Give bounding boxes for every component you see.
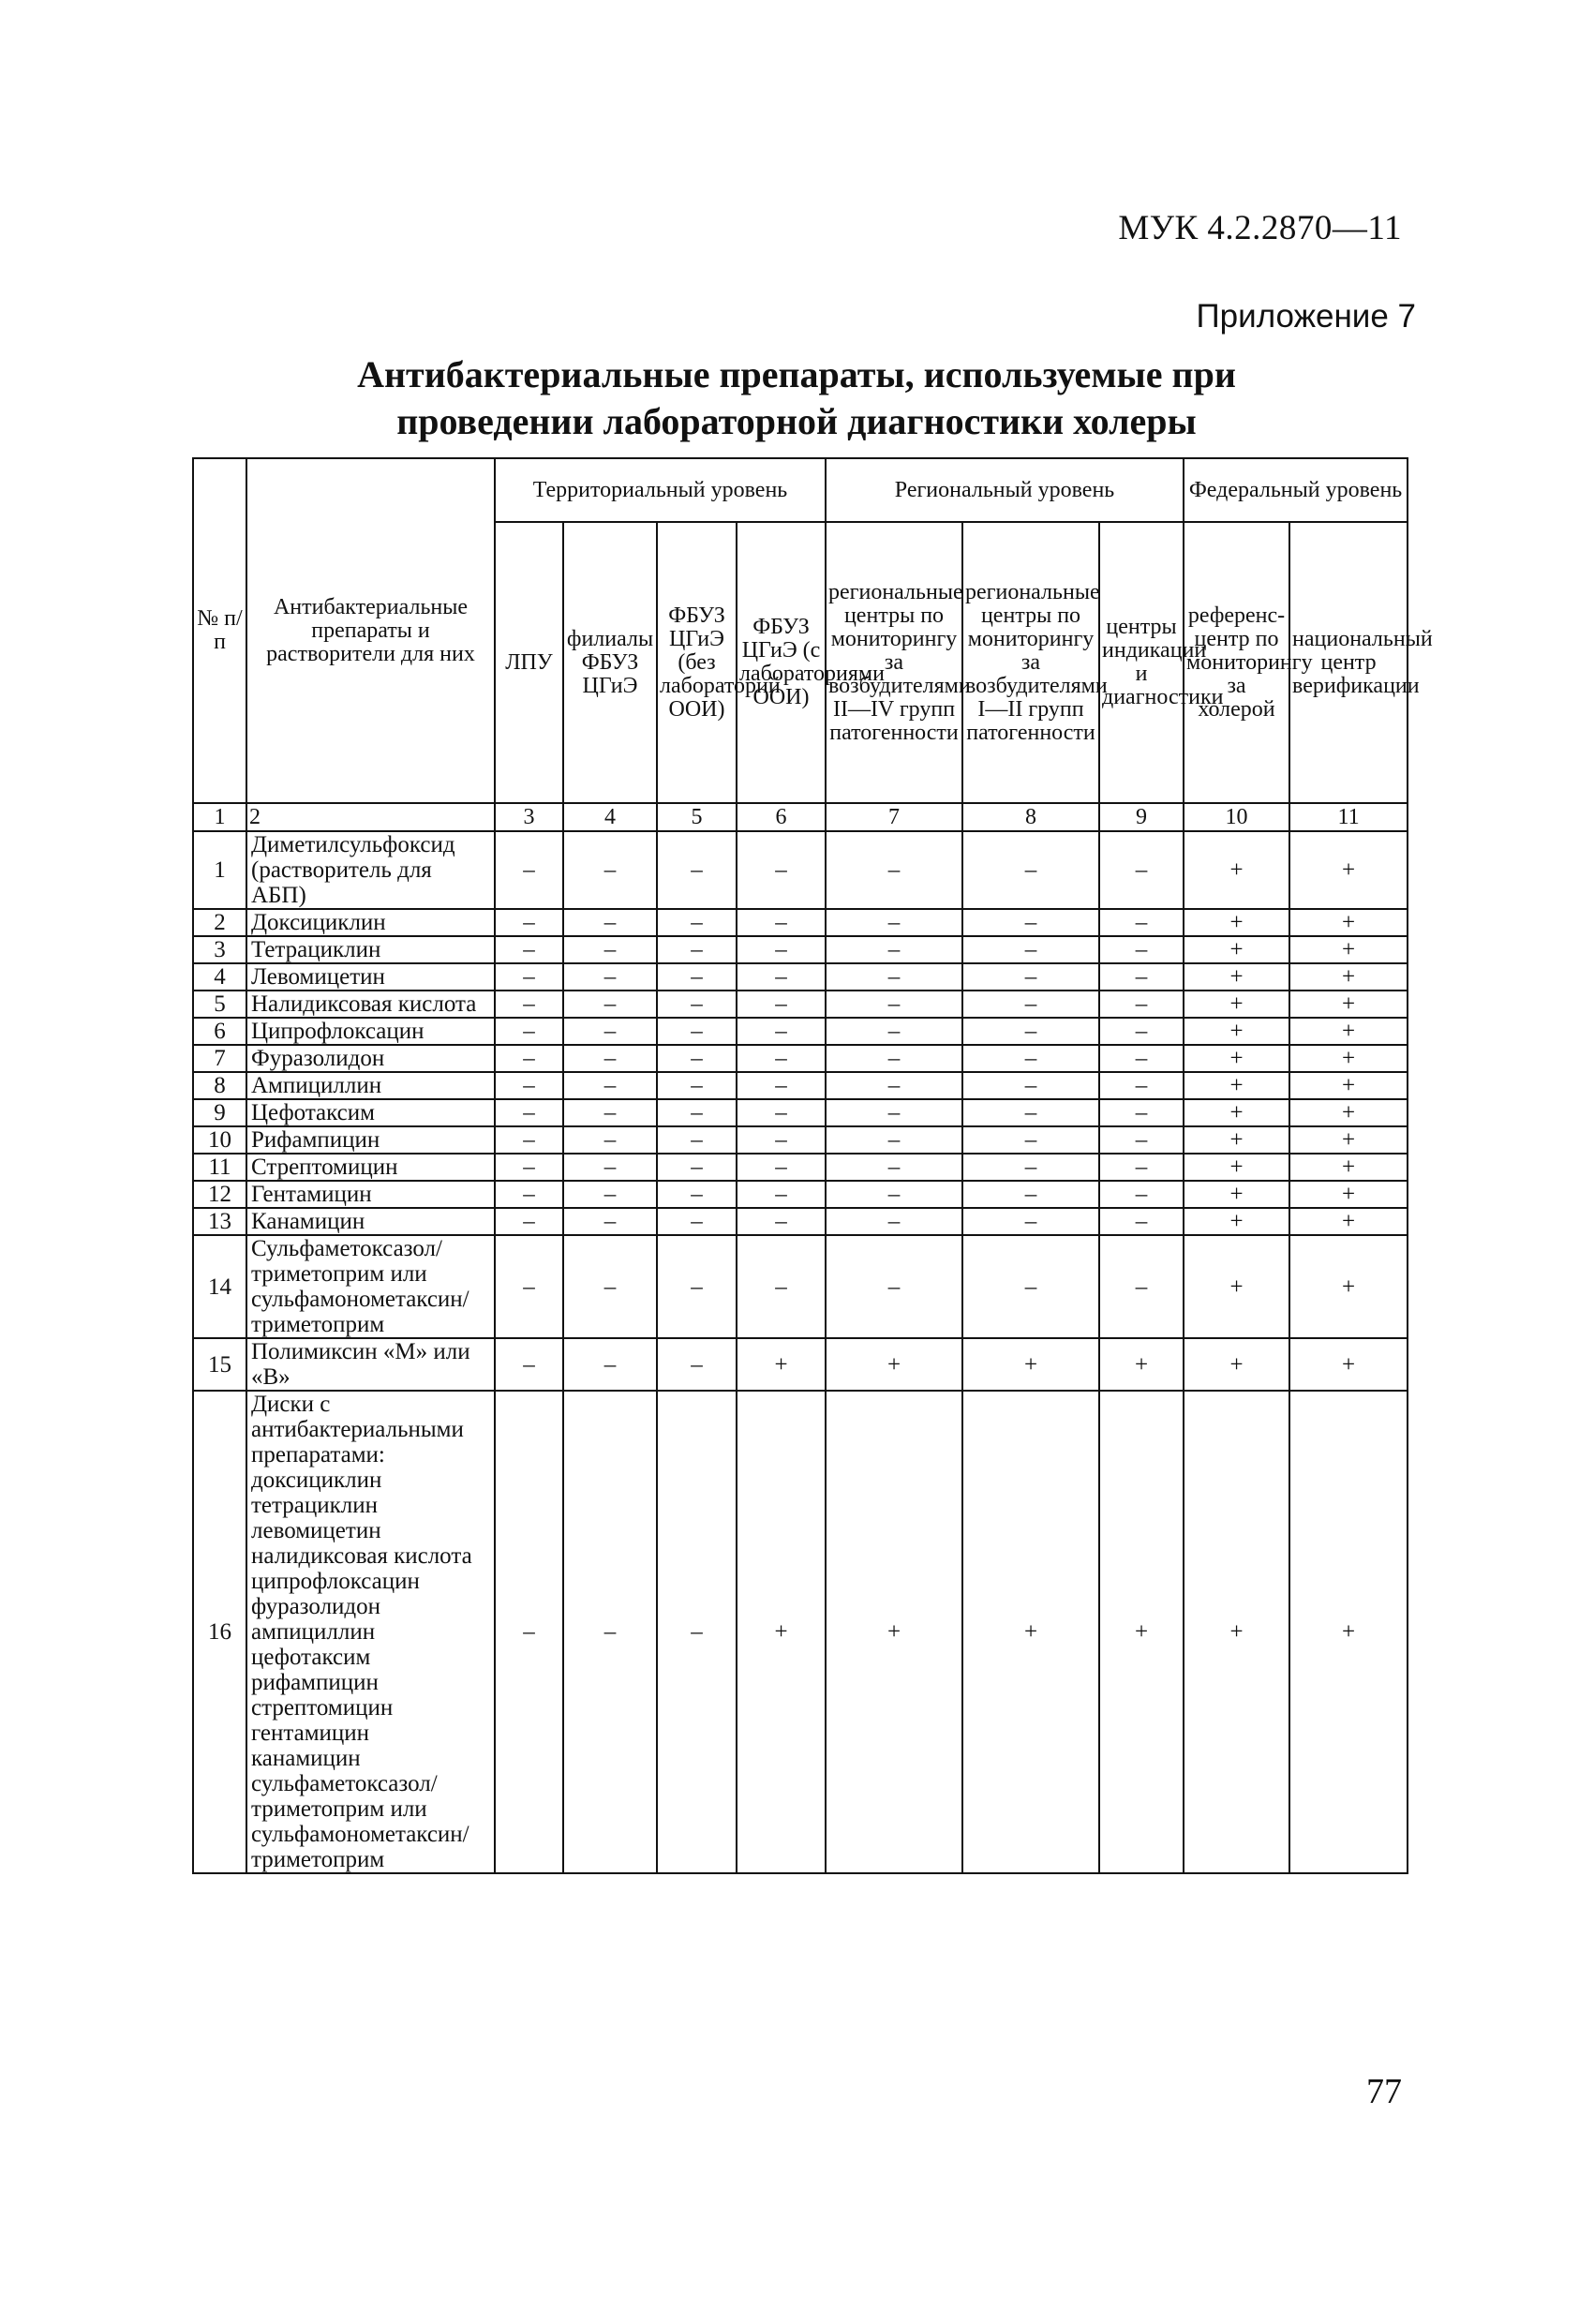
table-row <box>193 909 1408 936</box>
availability-cell: – <box>563 909 657 936</box>
antibacterial-drugs-table <box>192 457 1433 1874</box>
table-row <box>193 1045 1408 1072</box>
availability-cell: – <box>495 1338 563 1391</box>
availability-cell: – <box>495 1099 563 1126</box>
availability-cell: + <box>1289 1072 1408 1099</box>
drug-name: Ципрофлоксацин <box>246 1018 495 1045</box>
drug-name: Канамицин <box>246 1208 495 1235</box>
availability-cell: + <box>1184 1235 1289 1338</box>
header-territorial: Территориальный уровень <box>495 458 826 522</box>
availability-cell: – <box>495 1181 563 1208</box>
availability-cell: + <box>1184 831 1289 909</box>
availability-cell: – <box>657 1208 737 1235</box>
table-row <box>193 1018 1408 1045</box>
availability-cell: – <box>737 1181 826 1208</box>
header-fbuz-with-labs: ФБУЗ ЦГиЭ (с лабораториями ООИ) <box>737 522 826 803</box>
availability-cell: – <box>1099 1126 1184 1154</box>
header-name: Антибактериальные препараты и растворители для них <box>246 458 495 803</box>
availability-cell: – <box>826 1045 962 1072</box>
availability-cell: – <box>1099 1045 1184 1072</box>
availability-cell: – <box>657 1181 737 1208</box>
availability-cell: – <box>962 831 1099 909</box>
column-number: 1 <box>193 803 246 831</box>
availability-cell: – <box>737 1154 826 1181</box>
header-regional-centers-1-2: региональные центры по мониторингу за возбудителями I—II групп патогенности <box>962 522 1099 803</box>
table-row <box>193 831 1408 909</box>
availability-cell: – <box>962 1154 1099 1181</box>
document-title <box>281 351 1312 445</box>
header-lpu: ЛПУ <box>495 522 563 803</box>
row-number: 12 <box>193 1181 246 1208</box>
appendix-label: Приложение 7 <box>1196 298 1416 335</box>
availability-cell: + <box>1184 1181 1289 1208</box>
header-fbuz-branches: филиалы ФБУЗ ЦГиЭ <box>563 522 657 803</box>
drug-name: Налидиксовая кислота <box>246 991 495 1018</box>
availability-cell: – <box>495 1045 563 1072</box>
column-number: 8 <box>962 803 1099 831</box>
availability-cell: – <box>563 1208 657 1235</box>
availability-cell: – <box>737 1126 826 1154</box>
availability-cell: – <box>495 1018 563 1045</box>
availability-cell: + <box>1289 1235 1408 1338</box>
availability-cell: – <box>657 1338 737 1391</box>
row-number: 16 <box>193 1391 246 1873</box>
availability-cell: – <box>737 1072 826 1099</box>
availability-cell: – <box>737 1099 826 1126</box>
availability-cell: – <box>563 991 657 1018</box>
availability-cell: + <box>1184 991 1289 1018</box>
availability-cell: – <box>563 1154 657 1181</box>
table-row <box>193 1099 1408 1126</box>
drug-name: Фуразолидон <box>246 1045 495 1072</box>
table-row <box>193 1126 1408 1154</box>
row-number: 5 <box>193 991 246 1018</box>
availability-cell: + <box>1184 909 1289 936</box>
table-row <box>193 1181 1408 1208</box>
availability-cell: + <box>962 1391 1099 1873</box>
availability-cell: + <box>826 1338 962 1391</box>
availability-cell: + <box>1289 963 1408 991</box>
availability-cell: + <box>1184 1154 1289 1181</box>
availability-cell: – <box>737 1235 826 1338</box>
availability-cell: – <box>826 1099 962 1126</box>
availability-cell: – <box>563 1045 657 1072</box>
availability-cell: – <box>826 1126 962 1154</box>
table-row <box>193 936 1408 963</box>
availability-cell: – <box>495 1072 563 1099</box>
availability-cell: – <box>1099 1208 1184 1235</box>
availability-cell: – <box>657 831 737 909</box>
availability-cell: + <box>962 1338 1099 1391</box>
row-number: 9 <box>193 1099 246 1126</box>
availability-cell: + <box>1289 1045 1408 1072</box>
availability-cell: – <box>737 963 826 991</box>
availability-cell: + <box>1184 1018 1289 1045</box>
row-number: 3 <box>193 936 246 963</box>
availability-cell: + <box>1184 1072 1289 1099</box>
row-number: 1 <box>193 831 246 909</box>
availability-cell: + <box>1184 963 1289 991</box>
availability-cell: – <box>826 909 962 936</box>
availability-cell: – <box>826 1208 962 1235</box>
header-num: № п/п <box>193 458 246 803</box>
availability-cell: – <box>495 909 563 936</box>
table-row <box>193 1235 1408 1338</box>
availability-cell: + <box>1099 1391 1184 1873</box>
header-regional: Региональный уровень <box>826 458 1184 522</box>
availability-cell: – <box>737 909 826 936</box>
availability-cell: – <box>657 991 737 1018</box>
availability-cell: – <box>826 1072 962 1099</box>
row-number: 15 <box>193 1338 246 1391</box>
availability-cell: – <box>962 991 1099 1018</box>
availability-cell: – <box>962 1045 1099 1072</box>
availability-cell: + <box>1184 1126 1289 1154</box>
availability-cell: – <box>495 1391 563 1873</box>
availability-cell: – <box>737 936 826 963</box>
availability-cell: + <box>737 1391 826 1873</box>
availability-cell: – <box>495 1235 563 1338</box>
drug-name: Диметилсульфоксид (растворитель для АБП) <box>246 831 495 909</box>
header-regional-centers-2-4: региональные центры по мониторингу за возбудителями II—IV групп патогенности <box>826 522 962 803</box>
availability-cell: – <box>962 1072 1099 1099</box>
availability-cell: – <box>962 1099 1099 1126</box>
table-row <box>193 1208 1408 1235</box>
row-number: 14 <box>193 1235 246 1338</box>
availability-cell: – <box>1099 909 1184 936</box>
availability-cell: – <box>657 1099 737 1126</box>
availability-cell: – <box>563 1391 657 1873</box>
availability-cell: – <box>962 1208 1099 1235</box>
availability-cell: – <box>495 963 563 991</box>
header-indication-centers: центры индикации и диагностики <box>1099 522 1184 803</box>
availability-cell: – <box>563 1018 657 1045</box>
availability-cell: – <box>737 1018 826 1045</box>
drug-name: Доксициклин <box>246 909 495 936</box>
availability-cell: – <box>563 963 657 991</box>
availability-cell: + <box>1184 1099 1289 1126</box>
row-number: 7 <box>193 1045 246 1072</box>
column-number: 2 <box>246 803 495 831</box>
availability-cell: + <box>737 1338 826 1391</box>
table-row <box>193 1154 1408 1181</box>
drug-name: Ампициллин <box>246 1072 495 1099</box>
availability-cell: – <box>657 936 737 963</box>
drug-name: Цефотаксим <box>246 1099 495 1126</box>
availability-cell: + <box>1289 1099 1408 1126</box>
availability-cell: + <box>1289 1018 1408 1045</box>
row-number: 4 <box>193 963 246 991</box>
availability-cell: – <box>962 936 1099 963</box>
availability-cell: + <box>1289 1208 1408 1235</box>
availability-cell: + <box>1289 991 1408 1018</box>
column-number: 7 <box>826 803 962 831</box>
availability-cell: – <box>657 1126 737 1154</box>
availability-cell: – <box>495 831 563 909</box>
availability-cell: – <box>1099 1235 1184 1338</box>
drug-name: Тетрациклин <box>246 936 495 963</box>
table-row <box>193 963 1408 991</box>
availability-cell: – <box>495 936 563 963</box>
availability-cell: – <box>657 1045 737 1072</box>
availability-cell: – <box>1099 991 1184 1018</box>
title-line-1: Антибактериальные препараты, используемые при <box>357 353 1236 395</box>
row-number: 13 <box>193 1208 246 1235</box>
availability-cell: – <box>1099 1181 1184 1208</box>
availability-cell: – <box>563 1099 657 1126</box>
availability-cell: – <box>563 1235 657 1338</box>
availability-cell: – <box>962 909 1099 936</box>
row-number: 2 <box>193 909 246 936</box>
availability-cell: – <box>495 991 563 1018</box>
column-number: 3 <box>495 803 563 831</box>
row-number: 8 <box>193 1072 246 1099</box>
drug-name: Стрептомицин <box>246 1154 495 1181</box>
availability-cell: + <box>1289 1181 1408 1208</box>
availability-cell: – <box>563 1072 657 1099</box>
availability-cell: + <box>1289 831 1408 909</box>
availability-cell: – <box>826 1181 962 1208</box>
availability-cell: – <box>962 963 1099 991</box>
document-code: МУК 4.2.2870—11 <box>1118 209 1402 247</box>
header-reference-center: референс-центр по мониторингу за холерой <box>1184 522 1289 803</box>
availability-cell: – <box>1099 1099 1184 1126</box>
column-number: 10 <box>1184 803 1289 831</box>
availability-cell: – <box>563 831 657 909</box>
table-body <box>193 831 1408 1873</box>
availability-cell: – <box>657 1391 737 1873</box>
availability-cell: – <box>826 831 962 909</box>
availability-cell: – <box>495 1154 563 1181</box>
drug-name: Диски с антибактериальными препаратами: доксициклин тетрациклин левомицетин налидиксовая кислота ципрофлоксацин фуразолидон ампициллин цефотаксим рифампицин стрептомицин гентамицин канамицин сульфаметоксазол/ триметоприм или сульфамонометаксин/триметоприм <box>246 1391 495 1873</box>
availability-cell: – <box>1099 936 1184 963</box>
availability-cell: + <box>1184 1338 1289 1391</box>
availability-cell: – <box>826 963 962 991</box>
availability-cell: – <box>657 963 737 991</box>
title-line-2: проведении лабораторной диагностики холеры <box>396 400 1197 442</box>
drug-name: Гентамицин <box>246 1181 495 1208</box>
availability-cell: + <box>1099 1338 1184 1391</box>
availability-cell: – <box>563 1126 657 1154</box>
column-number: 6 <box>737 803 826 831</box>
column-number: 4 <box>563 803 657 831</box>
availability-cell: + <box>826 1391 962 1873</box>
header-fbuz-no-labs: ФБУЗ ЦГиЭ (без лабораторий ООИ) <box>657 522 737 803</box>
row-number: 6 <box>193 1018 246 1045</box>
availability-cell: – <box>1099 831 1184 909</box>
availability-cell: – <box>737 831 826 909</box>
row-number: 11 <box>193 1154 246 1181</box>
availability-cell: – <box>563 936 657 963</box>
drug-name: Левомицетин <box>246 963 495 991</box>
availability-cell: – <box>1099 963 1184 991</box>
availability-cell: – <box>826 936 962 963</box>
availability-cell: + <box>1289 1391 1408 1873</box>
drug-name: Полимиксин «М» или «В» <box>246 1338 495 1391</box>
table-row <box>193 1072 1408 1099</box>
availability-cell: – <box>495 1208 563 1235</box>
availability-cell: + <box>1289 1126 1408 1154</box>
table-row <box>193 1338 1408 1391</box>
availability-cell: – <box>737 991 826 1018</box>
column-number: 9 <box>1099 803 1184 831</box>
availability-cell: – <box>1099 1018 1184 1045</box>
page-number: 77 <box>1366 2072 1402 2111</box>
availability-cell: – <box>962 1126 1099 1154</box>
availability-cell: – <box>1099 1154 1184 1181</box>
column-number: 11 <box>1289 803 1408 831</box>
availability-cell: – <box>563 1181 657 1208</box>
availability-cell: – <box>826 1154 962 1181</box>
availability-cell: – <box>737 1045 826 1072</box>
drug-name: Рифампицин <box>246 1126 495 1154</box>
availability-cell: – <box>962 1235 1099 1338</box>
availability-cell: – <box>826 1018 962 1045</box>
availability-cell: – <box>962 1018 1099 1045</box>
availability-cell: + <box>1289 1154 1408 1181</box>
table-row <box>193 991 1408 1018</box>
header-national-center: национальный центр верификации <box>1289 522 1408 803</box>
availability-cell: – <box>826 991 962 1018</box>
availability-cell: – <box>657 1235 737 1338</box>
row-number: 10 <box>193 1126 246 1154</box>
availability-cell: + <box>1184 936 1289 963</box>
drug-name: Сульфаметоксазол/триметоприм или сульфамонометаксин/триметоприм <box>246 1235 495 1338</box>
table-row <box>193 1391 1408 1873</box>
availability-cell: – <box>563 1338 657 1391</box>
availability-cell: – <box>962 1181 1099 1208</box>
availability-cell: + <box>1184 1045 1289 1072</box>
availability-cell: – <box>657 1072 737 1099</box>
availability-cell: + <box>1289 1338 1408 1391</box>
availability-cell: – <box>1099 1072 1184 1099</box>
header-federal: Федеральный уровень <box>1184 458 1408 522</box>
column-numbers-row <box>193 803 1408 831</box>
availability-cell: – <box>657 1018 737 1045</box>
availability-cell: + <box>1184 1208 1289 1235</box>
availability-cell: – <box>737 1208 826 1235</box>
availability-cell: + <box>1289 909 1408 936</box>
availability-cell: – <box>657 909 737 936</box>
availability-cell: – <box>826 1235 962 1338</box>
availability-cell: – <box>495 1126 563 1154</box>
availability-cell: + <box>1289 936 1408 963</box>
availability-cell: + <box>1184 1391 1289 1873</box>
availability-cell: – <box>657 1154 737 1181</box>
column-number: 5 <box>657 803 737 831</box>
